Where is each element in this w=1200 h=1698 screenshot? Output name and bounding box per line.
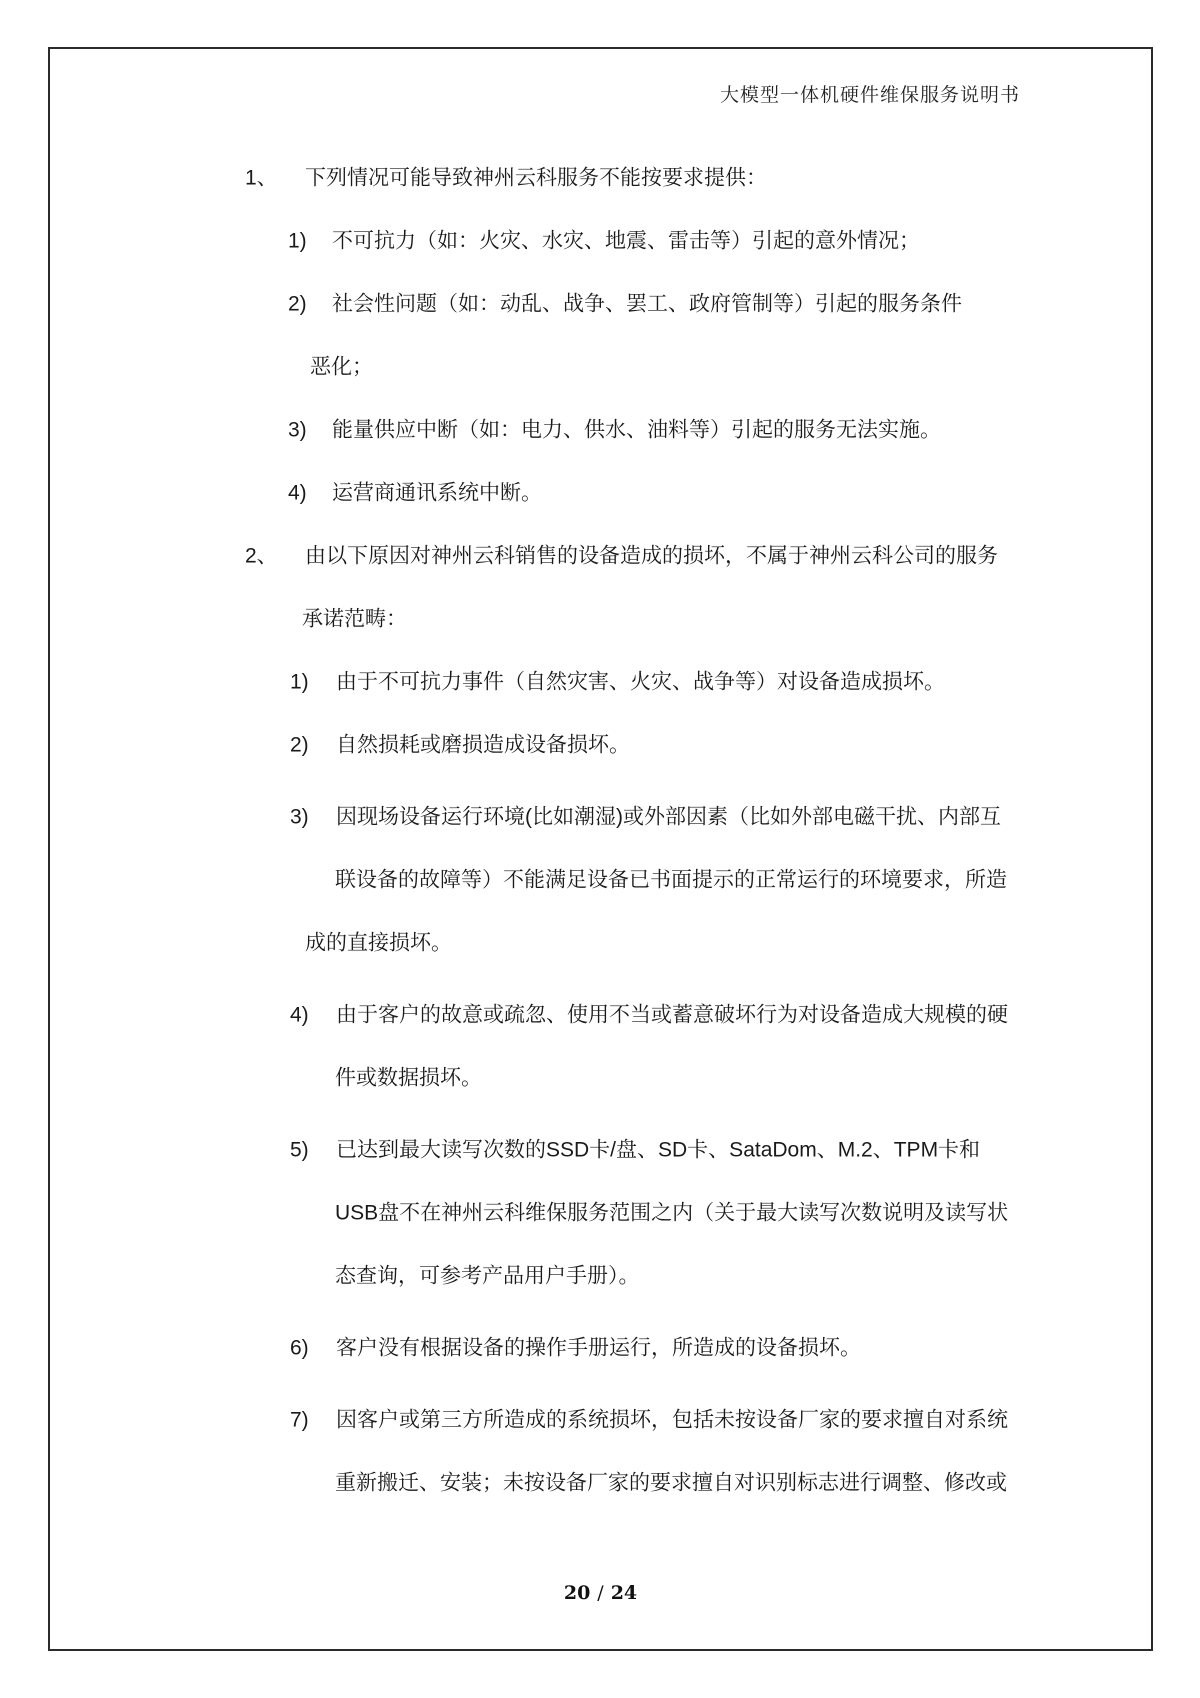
list-item-number: 1) [290, 670, 309, 693]
list2-item5-continuation-row [0, 1244, 1200, 1307]
list-item-text: 社会性问题（如：动乱、战争、罢工、政府管制等）引起的服务条件 [332, 292, 962, 315]
list2-number: 2、 [245, 544, 278, 567]
list1-heading-text: 下列情况可能导致神州云科服务不能按要求提供： [305, 166, 767, 189]
list2-item4-row [0, 983, 1200, 1046]
list2-item3-continuation-row [0, 911, 1200, 974]
list2-item7-row [0, 1388, 1200, 1451]
list-item-number: 2) [290, 733, 309, 756]
list-item-text: 态查询，可参考产品用户手册）。 [335, 1264, 640, 1287]
list2-item4-continuation-row [0, 1046, 1200, 1109]
list-item-text: 恶化； [310, 355, 373, 378]
list-item-text: 能量供应中断（如：电力、供水、油料等）引起的服务无法实施。 [332, 418, 941, 441]
document-body [0, 146, 1200, 1514]
page-header [0, 80, 1020, 107]
list1-item4-row [0, 461, 1200, 524]
list2-heading-text: 由以下原因对神州云科销售的设备造成的损坏，不属于神州云科公司的服务 [305, 544, 998, 567]
page-number-total: 24 [610, 1582, 638, 1604]
list-item-number: 5) [290, 1138, 309, 1161]
page-number-current: 20 [563, 1582, 591, 1604]
list-item-text: 已达到最大读写次数的SSD卡/盘、SD卡、SataDom、M.2、TPM卡和 [336, 1138, 981, 1161]
list2-heading-continuation-row [0, 587, 1200, 650]
list-item-text: 因客户或第三方所造成的系统损坏，包括未按设备厂家的要求擅自对系统 [336, 1408, 1008, 1431]
list-item-text: USB盘不在神州云科维保服务范围之内（关于最大读写次数说明及读写状 [335, 1201, 1009, 1224]
list2-item1-row [0, 650, 1200, 713]
list2-item7-continuation-row [0, 1451, 1200, 1514]
list-item-number: 1) [288, 229, 307, 252]
list-item-text: 因现场设备运行环境(比如潮湿)或外部因素（比如外部电磁干扰、内部互 [336, 805, 1001, 828]
list2-item3-row [0, 785, 1200, 848]
list1-item3-row [0, 398, 1200, 461]
list-item-number: 2) [288, 292, 307, 315]
document-header-title: 大模型一体机硬件维保服务说明书 [719, 84, 1020, 106]
page-number-separator: / [597, 1582, 604, 1604]
list-item-text: 运营商通讯系统中断。 [332, 481, 542, 504]
list-item-text: 联设备的故障等）不能满足设备已书面提示的正常运行的环境要求，所造 [335, 868, 1007, 891]
list1-item1-row [0, 209, 1200, 272]
list-item-text: 自然损耗或磨损造成设备损坏。 [336, 733, 630, 756]
list1-item2-continuation-row [0, 335, 1200, 398]
list2-item3-continuation-row [0, 848, 1200, 911]
list1-number: 1、 [245, 166, 278, 189]
list-item-text: 由于不可抗力事件（自然灾害、火灾、战争等）对设备造成损坏。 [336, 670, 945, 693]
list2-item2-row [0, 713, 1200, 776]
list-item-text: 成的直接损坏。 [305, 931, 452, 954]
list2-item5-row [0, 1118, 1200, 1181]
list-item-number: 3) [288, 418, 307, 441]
list-item-number: 7) [290, 1408, 309, 1431]
list-item-number: 3) [290, 805, 309, 828]
list-item-number: 4) [288, 481, 307, 504]
list2-heading-row [0, 524, 1200, 587]
list-item-text: 重新搬迁、安装；未按设备厂家的要求擅自对识别标志进行调整、修改或 [335, 1471, 1007, 1494]
list-item-number: 4) [290, 1003, 309, 1026]
list-item-text: 客户没有根据设备的操作手册运行，所造成的设备损坏。 [336, 1336, 861, 1359]
list2-heading-text: 承诺范畴： [302, 607, 407, 630]
list1-item2-row [0, 272, 1200, 335]
list-item-text: 由于客户的故意或疏忽、使用不当或蓄意破坏行为对设备造成大规模的硬 [336, 1003, 1008, 1026]
list2-item6-row [0, 1316, 1200, 1379]
page-footer [48, 1582, 1153, 1604]
list-item-text: 不可抗力（如：火灾、水灾、地震、雷击等）引起的意外情况； [332, 229, 920, 252]
list-item-text: 件或数据损坏。 [335, 1066, 482, 1089]
list2-item5-continuation-row [0, 1181, 1200, 1244]
list1-heading-row [0, 146, 1200, 209]
list-item-number: 6) [290, 1336, 309, 1359]
